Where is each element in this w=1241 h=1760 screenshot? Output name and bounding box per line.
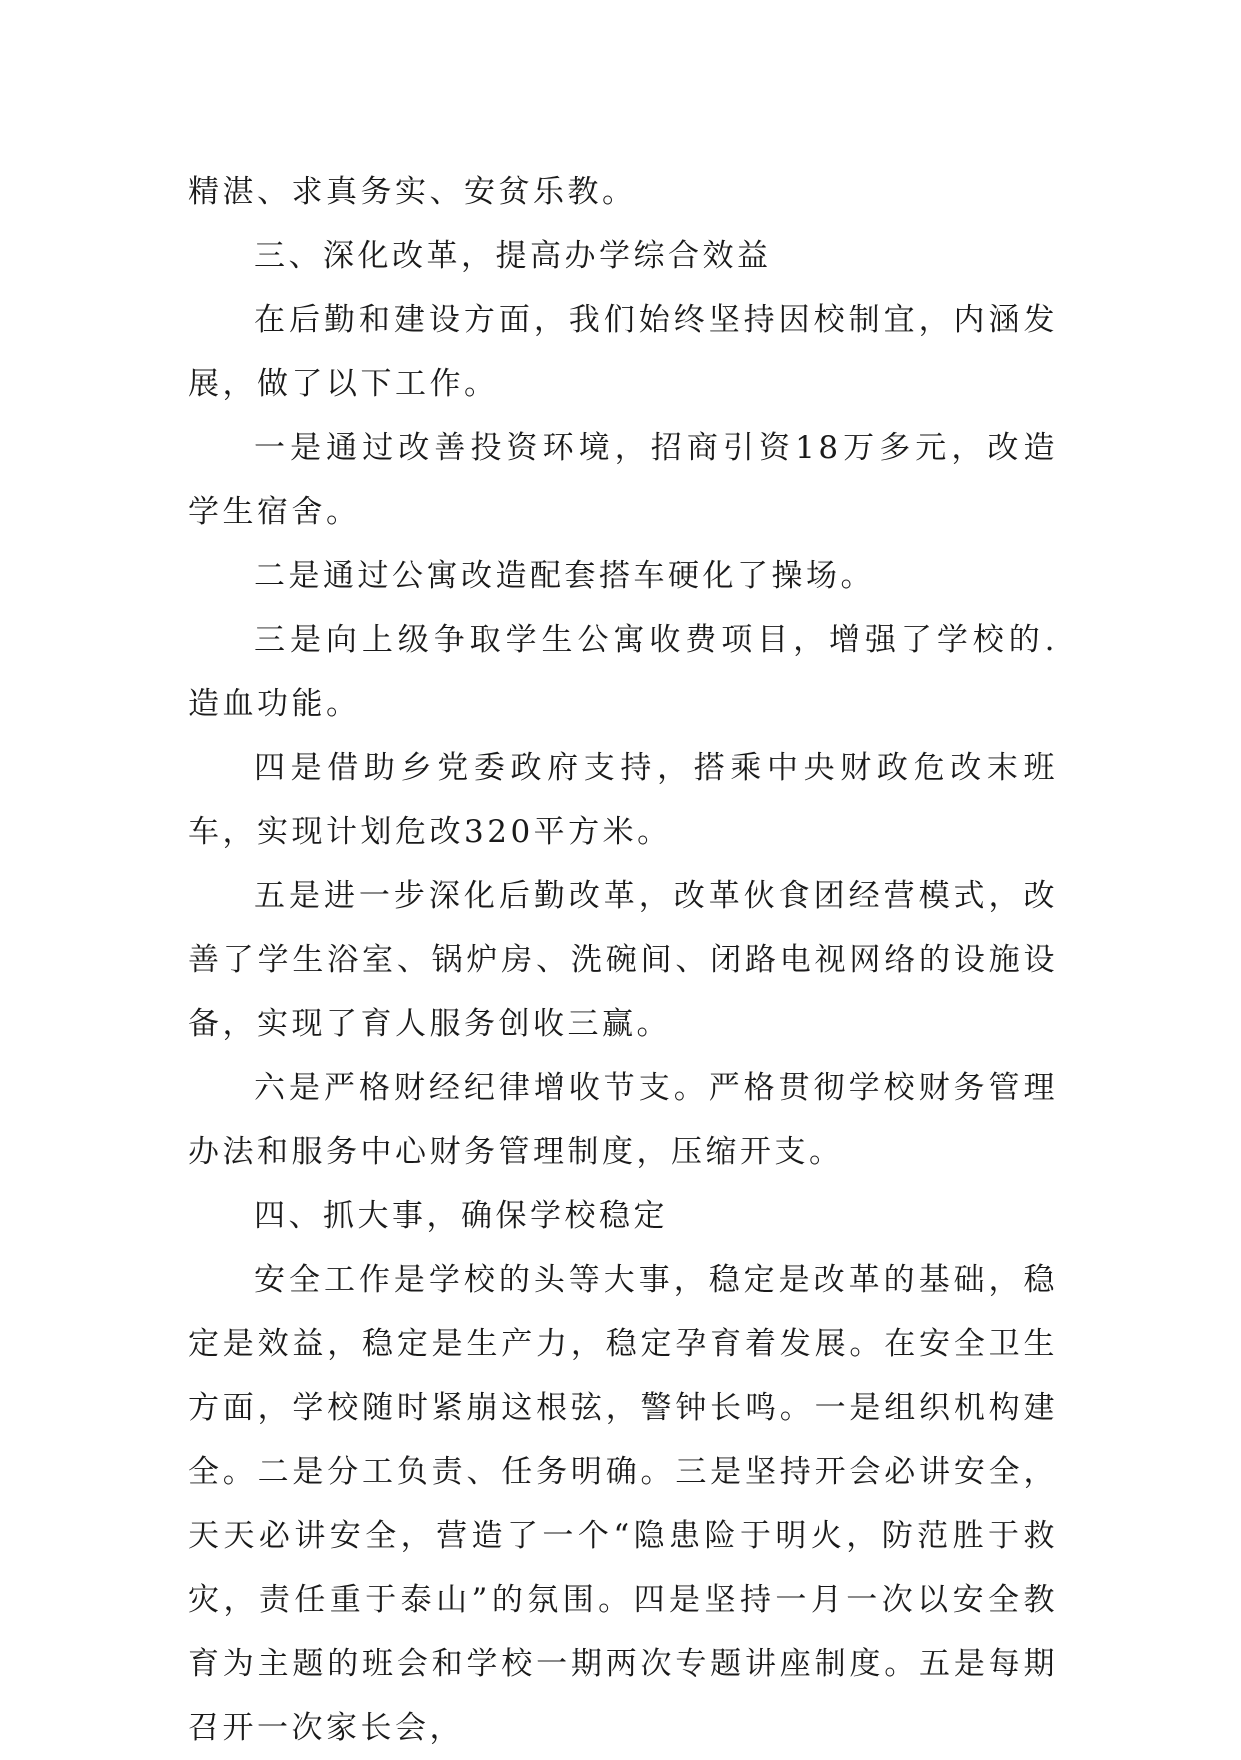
paragraph-continuation: 精湛、求真务实、安贫乐教。	[188, 174, 637, 210]
section-heading-three: 三、深化改革，提高办学综合效益	[254, 238, 772, 274]
paragraph: 安全工作是学校的头等大事，稳定是改革的基础，稳定是效益，稳定是生产力，稳定孕育着发展。在安全卫生方面，学校随时紧崩这根弦，警钟长鸣。一是组织机构建全。二是分工负责、任务明确。三是坚持开会必讲安全，天天必讲安全，营造了一个“隐患险于明火，防范胜于救灾，责任重于泰山”的氛围。四是坚持一月一次以安全教育为主题的班会和学校一期两次专题讲座制度。五是每期召开一次家长会，	[188, 1262, 1058, 1746]
paragraph: 六是严格财经纪律增收节支。严格贯彻学校财务管理办法和服务中心财务管理制度，压缩开支。	[188, 1070, 1058, 1170]
paragraph: 五是进一步深化后勤改革，改革伙食团经营模式，改善了学生浴室、锅炉房、洗碗间、闭路电视网络的设施设备，实现了育人服务创收三赢。	[188, 878, 1058, 1042]
section-heading-four: 四、抓大事，确保学校稳定	[254, 1198, 668, 1234]
paragraph: 一是通过改善投资环境，招商引资18万多元，改造学生宿舍。	[188, 430, 1058, 530]
paragraph: 二是通过公寓改造配套搭车硬化了操场。	[254, 558, 875, 594]
paragraph: 三是向上级争取学生公寓收费项目，增强了学校的.造血功能。	[188, 622, 1058, 722]
document-body	[188, 160, 1058, 1760]
paragraph: 在后勤和建设方面，我们始终坚持因校制宜，内涵发展，做了以下工作。	[188, 302, 1058, 402]
paragraph: 四是借助乡党委政府支持，搭乘中央财政危改末班车，实现计划危改320平方米。	[188, 750, 1058, 850]
